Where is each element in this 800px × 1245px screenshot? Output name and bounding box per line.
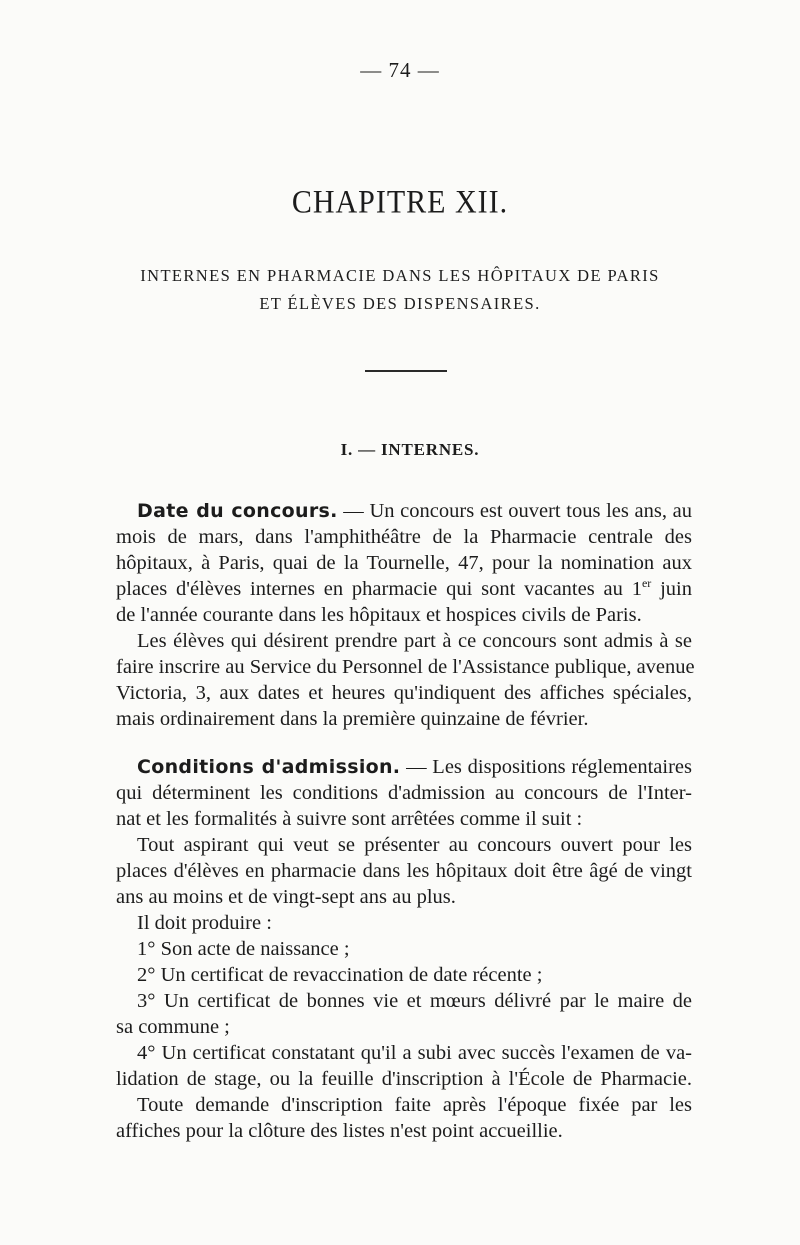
paragraph-line: Tout aspirant qui veut se présenter au concours ouvert pour les — [137, 834, 692, 856]
paragraph-line — [137, 754, 692, 780]
list-item: 2° Un certificat de revaccination de date récente ; — [137, 964, 543, 986]
paragraph-line — [116, 576, 692, 602]
paragraph-text: — Un concours est ouvert tous les ans, au — [337, 500, 692, 522]
chapter-subtitle-line-1: INTERNES EN PHARMACIE DANS LES HÔPITAUX DE PARIS — [140, 266, 660, 285]
paragraph-line: faire inscrire au Service du Personnel de l'Assistance publique, avenue — [116, 656, 695, 678]
paragraph-line: ans au moins et de vingt-sept ans au plus. — [116, 886, 456, 908]
paragraph-text: places d'élèves internes en pharmacie qui sont vacantes au — [116, 578, 632, 600]
section-divider — [365, 370, 447, 372]
paragraph-line: Toute demande d'inscription faite après l'époque fixée par les — [137, 1094, 692, 1116]
date-number: 1 — [631, 578, 642, 600]
paragraph-line: hôpitaux, à Paris, quai de la Tournelle, 47, pour la nomination aux — [116, 552, 692, 574]
list-item: 3° Un certificat de bonnes vie et mœurs délivré par le maire de — [137, 990, 692, 1012]
paragraph-line: qui déterminent les conditions d'admission au concours de l'Inter- — [116, 782, 692, 804]
paragraph-line: de l'année courante dans les hôpitaux et hospices civils de Paris. — [116, 604, 642, 626]
run-in-heading: Date du concours. — [137, 500, 338, 522]
list-item-continuation: lidation de stage, ou la feuille d'inscription à l'École de Pharmacie. — [116, 1068, 692, 1090]
paragraph-line: mois de mars, dans l'amphithéâtre de la Pharmacie centrale des — [116, 526, 692, 548]
paragraph-line: Victoria, 3, aux dates et heures qu'indiquent des affiches spéciales, — [116, 682, 692, 704]
paragraph-line — [137, 498, 692, 524]
chapter-subtitle-line-2: ET ÉLÈVES DES DISPENSAIRES. — [259, 294, 541, 313]
paragraph-line: affiches pour la clôture des listes n'est point accueillie. — [116, 1120, 563, 1142]
paragraph-line: places d'élèves en pharmacie dans les hôpitaux doit être âgé de vingt — [116, 860, 692, 882]
chapter-title: CHAPITRE XII. — [291, 184, 509, 221]
paragraph-text: — Les dispositions réglementaires — [400, 756, 692, 778]
run-in-heading: Conditions d'admission. — [137, 756, 401, 778]
list-item: 4° Un certificat constatant qu'il a subi avec succès l'examen de va- — [137, 1042, 692, 1064]
paragraph-line: mais ordinairement dans la première quinzaine de février. — [116, 708, 589, 730]
list-item: 1° Son acte de naissance ; — [137, 938, 350, 960]
section-heading: I. — INTERNES. — [340, 440, 480, 459]
paragraph-line: nat et les formalités à suivre sont arrêtées comme il suit : — [116, 808, 583, 830]
paragraph-line: Il doit produire : — [137, 912, 272, 934]
list-item-continuation: sa commune ; — [116, 1016, 230, 1038]
date-suffix: er — [641, 576, 652, 591]
page-number: — 74 — — [360, 58, 440, 82]
paragraph-line: Les élèves qui désirent prendre part à ce concours sont admis à se — [137, 630, 692, 652]
paragraph-text: juin — [651, 578, 692, 600]
